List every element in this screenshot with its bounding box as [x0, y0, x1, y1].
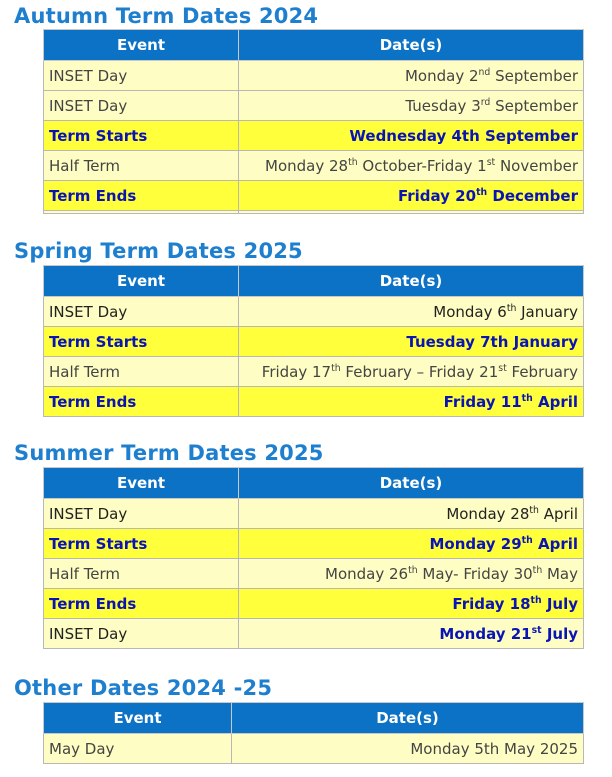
table-row — [44, 387, 584, 417]
event-cell: INSET Day — [44, 297, 239, 327]
other-table — [43, 702, 584, 764]
event-cell: Half Term — [44, 357, 239, 387]
event-column-header: Event — [44, 468, 239, 499]
autumn-title: Autumn Term Dates 2024 — [14, 4, 319, 28]
table-row — [44, 559, 584, 589]
date-cell: Monday 26th May- Friday 30th May — [239, 559, 584, 589]
event-cell: May Day — [44, 734, 232, 764]
dates-column-header: Date(s) — [239, 266, 584, 297]
table-row — [44, 619, 584, 649]
date-cell: Wednesday 4th September — [239, 121, 584, 151]
event-column-header: Event — [44, 266, 239, 297]
table-row — [44, 91, 584, 121]
event-cell: Term Ends — [44, 387, 239, 417]
autumn-table — [43, 29, 584, 214]
table-row — [44, 499, 584, 529]
event-cell: INSET Day — [44, 91, 239, 121]
date-cell: Tuesday 7th January — [239, 327, 584, 357]
event-cell: Half Term — [44, 559, 239, 589]
dates-column-header: Date(s) — [239, 468, 584, 499]
event-cell: Term Starts — [44, 529, 239, 559]
date-cell: Friday 11th April — [239, 387, 584, 417]
event-cell: Term Starts — [44, 327, 239, 357]
date-cell: Tuesday 3rd September — [239, 91, 584, 121]
date-cell: Monday 29th April — [239, 529, 584, 559]
other-title: Other Dates 2024 -25 — [14, 676, 273, 700]
summer-title: Summer Term Dates 2025 — [14, 441, 324, 465]
table-row — [44, 529, 584, 559]
table-row — [44, 297, 584, 327]
event-cell: Term Ends — [44, 589, 239, 619]
date-cell: Monday 21st July — [239, 619, 584, 649]
event-cell: INSET Day — [44, 61, 239, 91]
date-cell: Friday 18th July — [239, 589, 584, 619]
table-row — [44, 734, 584, 764]
table-row — [44, 327, 584, 357]
date-cell: Monday 28th October-Friday 1st November — [239, 151, 584, 181]
dates-column-header: Date(s) — [239, 30, 584, 61]
event-cell: INSET Day — [44, 499, 239, 529]
date-cell: Monday 5th May 2025 — [232, 734, 584, 764]
date-cell: Monday 28th April — [239, 499, 584, 529]
event-cell: INSET Day — [44, 619, 239, 649]
table-header — [44, 468, 584, 499]
table-row — [44, 61, 584, 91]
table-header — [44, 30, 584, 61]
table-header — [44, 266, 584, 297]
date-cell: Monday 6th January — [239, 297, 584, 327]
table-row — [44, 589, 584, 619]
table-row — [44, 121, 584, 151]
spring-title: Spring Term Dates 2025 — [14, 239, 303, 263]
table-row — [44, 151, 584, 181]
event-cell: Term Ends — [44, 181, 239, 211]
spring-table — [43, 265, 584, 417]
date-cell: Monday 2nd September — [239, 61, 584, 91]
event-column-header: Event — [44, 30, 239, 61]
event-cell: Half Term — [44, 151, 239, 181]
event-column-header: Event — [44, 703, 232, 734]
summer-table — [43, 467, 584, 649]
date-cell: Friday 20th December — [239, 181, 584, 211]
table-row — [44, 181, 584, 211]
date-cell: Friday 17th February – Friday 21st February — [239, 357, 584, 387]
table-row — [44, 357, 584, 387]
dates-column-header: Date(s) — [232, 703, 584, 734]
event-cell: Term Starts — [44, 121, 239, 151]
table-header — [44, 703, 584, 734]
table-footer-strip — [44, 211, 584, 214]
